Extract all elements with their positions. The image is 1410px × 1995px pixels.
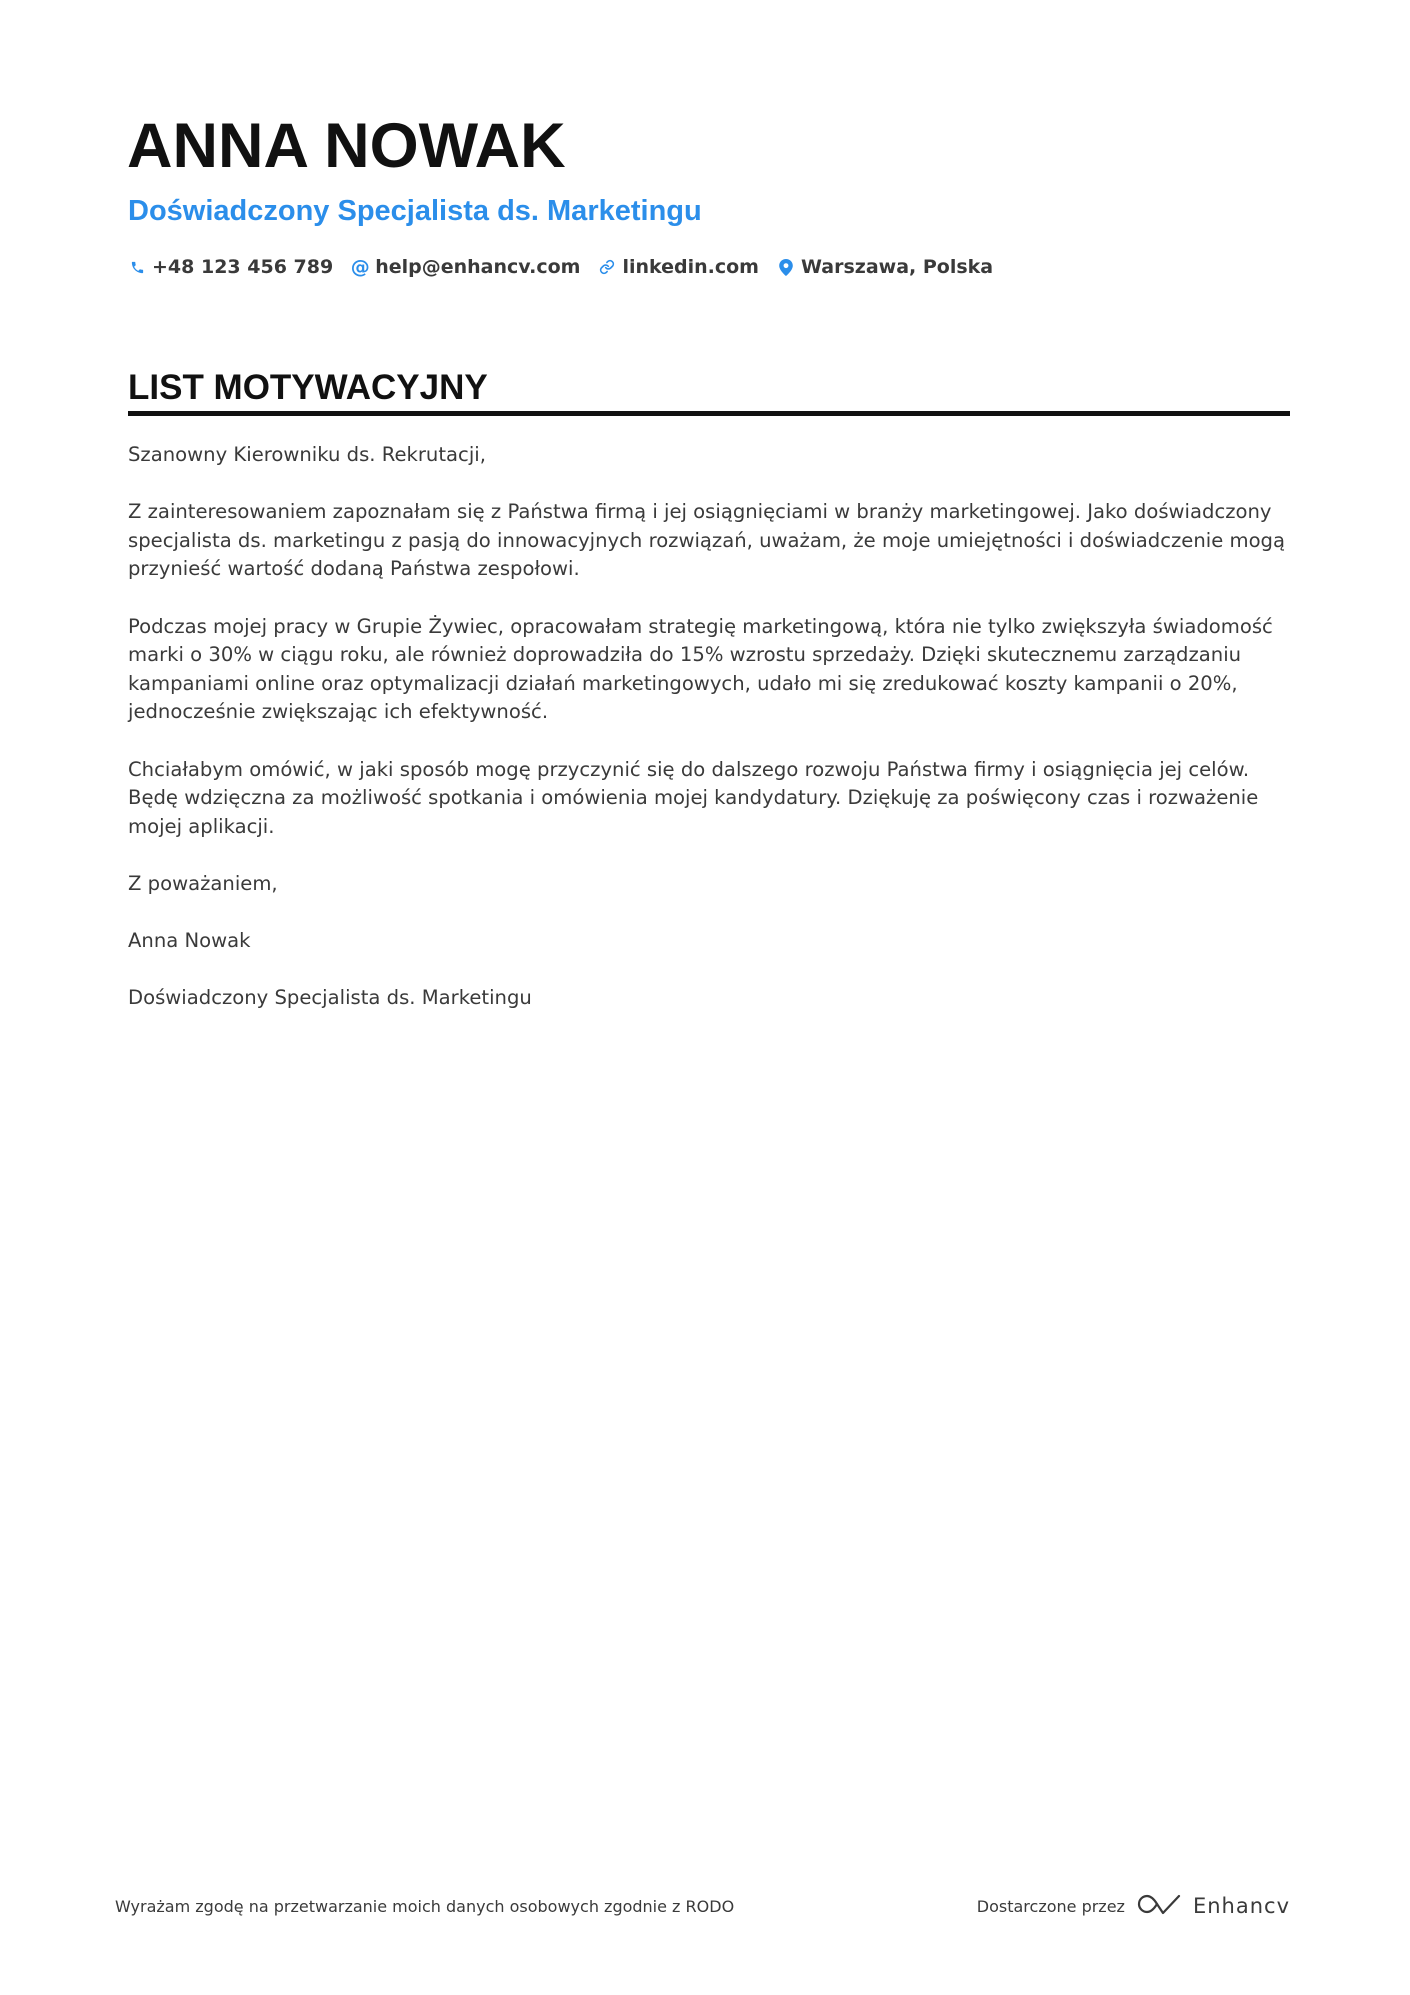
letter-greeting: Szanowny Kierowniku ds. Rekrutacji,: [128, 443, 486, 466]
at-icon: @: [350, 256, 370, 278]
letter-body: [128, 441, 1290, 1041]
enhancv-brand[interactable]: [1137, 1893, 1290, 1919]
contact-location: [777, 256, 993, 278]
signature-name: Anna Nowak: [128, 929, 251, 953]
contact-bar: [128, 252, 993, 282]
signature-title: Doświadczony Specjalista ds. Marketingu: [128, 986, 532, 1010]
contact-phone-text: +48 123 456 789: [152, 256, 334, 278]
letter-paragraph: Chciałabym omówić, w jaki sposób mogę przyczynić się do dalszego rozwoju Państwa firmy i osiągnięcia jej celów. Będę wdzięczna za możliwość spotkania i omówienia mojej kandydatury. Dziękuję za poświęcony czas i rozważenie mojej aplikacji.: [128, 757, 1259, 838]
section-divider: [128, 411, 1290, 416]
contact-email-text[interactable]: help@enhancv.com: [375, 256, 581, 278]
contact-email[interactable]: [351, 256, 580, 278]
contact-linkedin-text[interactable]: linkedin.com: [622, 256, 759, 278]
contact-location-text: Warszawa, Polska: [800, 256, 994, 278]
provided-by-label: Dostarczone przez: [976, 1896, 1125, 1916]
enhancv-wordmark: Enhancv: [1192, 1894, 1290, 1918]
enhancv-logo-icon: [1137, 1893, 1183, 1919]
contact-linkedin[interactable]: [598, 256, 759, 278]
applicant-title: Doświadczony Specjalista ds. Marketingu: [128, 195, 702, 227]
location-pin-icon: [777, 258, 795, 276]
link-icon: [598, 258, 616, 276]
letter-paragraph: Z zainteresowaniem zapoznałam się z Państwa firmą i jej osiągnięciami w branży marketingowej. Jako doświadczony specjalista ds. marketingu z pasją do innowacyjnych rozwiązań, uważam, że moje umiejętności i doświadczenie mogą przynieść wartość dodaną Państwa zespołowi.: [128, 500, 1285, 581]
letter-closing: Z poważaniem,: [128, 871, 278, 895]
letter-paragraph: Podczas mojej pracy w Grupie Żywiec, opracowałam strategię marketingową, która nie tylko zwiększyła świadomość marki o 30% w ciągu roku, ale również doprowadziła do 15% wzrostu sprzedaży. Dzięki skutecznemu zarządzaniu kampaniami online oraz optymalizacji działań marketingowych, udało mi się zredukować koszty kampanii o 20%, jednocześnie zwiększając ich efektywność.: [128, 614, 1273, 724]
footer-branding: [977, 1893, 1290, 1919]
gdpr-consent: Wyrażam zgodę na przetwarzanie moich danych osobowych zgodnie z RODO: [115, 1897, 735, 1916]
phone-icon: [128, 258, 146, 276]
contact-phone: [128, 256, 333, 278]
applicant-name: ANNA NOWAK: [127, 111, 566, 181]
section-title: LIST MOTYWACYJNY: [128, 368, 488, 407]
